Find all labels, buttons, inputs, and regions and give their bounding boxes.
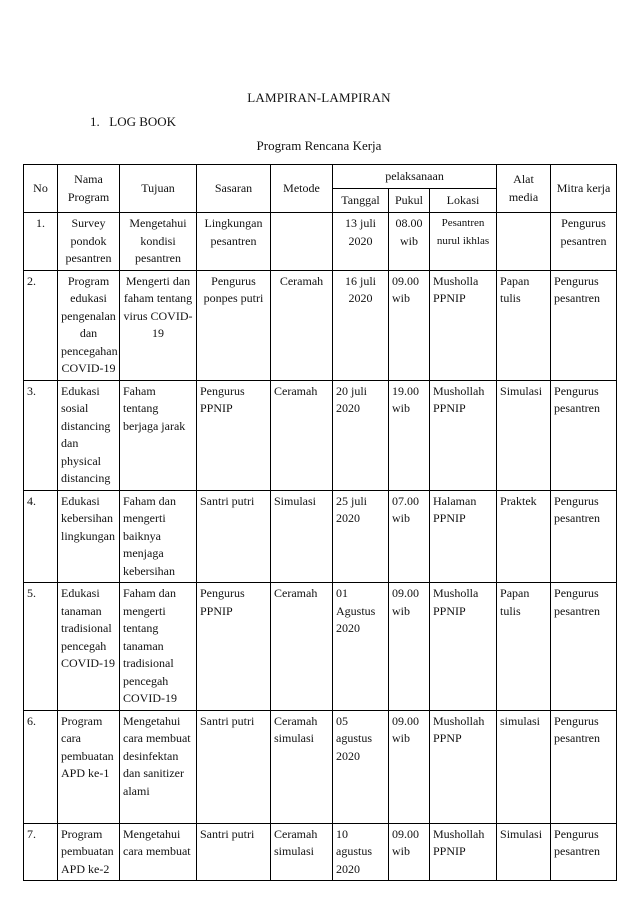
header-sasaran: Sasaran (197, 165, 271, 213)
cell-lokasi: Mushollah PPNIP (430, 380, 497, 490)
cell-lokasi: Mushollah PPNP (430, 710, 497, 823)
cell-pukul: 09.00 wib (389, 583, 430, 711)
cell-alat: Papan tulis (497, 583, 551, 711)
cell-sasaran: Pengurus PPNIP (197, 380, 271, 490)
section-title (90, 114, 176, 130)
cell-tujuan: Faham tentang berjaga jarak (120, 380, 197, 490)
cell-program: Survey pondok pesantren (58, 213, 120, 271)
cell-mitra: Pengurus pesantren (551, 270, 617, 380)
cell-pukul: 07.00 wib (389, 490, 430, 583)
cell-lokasi: Pesantren nurul ikhlas (430, 213, 497, 271)
header-pukul: Pukul (389, 189, 430, 213)
cell-no: 1. (24, 213, 58, 271)
cell-mitra: Pengurus pesantren (551, 710, 617, 823)
cell-tujuan: Mengerti dan faham tentang virus COVID-19 (120, 270, 197, 380)
cell-pukul: 09.00 wib (389, 270, 430, 380)
log-book-table (23, 164, 617, 881)
cell-sasaran: Pengurus PPNIP (197, 583, 271, 711)
cell-no: 2. (24, 270, 58, 380)
cell-pukul: 09.00 wib (389, 710, 430, 823)
cell-metode: Ceramah simulasi (271, 710, 333, 823)
table-row (24, 583, 617, 711)
cell-sasaran: Santri putri (197, 823, 271, 881)
cell-alat: Papan tulis (497, 270, 551, 380)
cell-alat: Simulasi (497, 823, 551, 881)
cell-tanggal: 10 agustus 2020 (333, 823, 389, 881)
cell-alat (497, 213, 551, 271)
cell-program: Edukasi tanaman tradisional pencegah COVID-19 (58, 583, 120, 711)
header-tanggal: Tanggal (333, 189, 389, 213)
cell-sasaran: Lingkungan pesantren (197, 213, 271, 271)
header-lokasi: Lokasi (430, 189, 497, 213)
cell-mitra: Pengurus pesantren (551, 583, 617, 711)
table-row (24, 490, 617, 583)
table-row (24, 380, 617, 490)
cell-no: 7. (24, 823, 58, 881)
cell-lokasi: Musholla PPNIP (430, 270, 497, 380)
cell-metode: Ceramah simulasi (271, 823, 333, 881)
cell-program: Program edukasi pengenalan dan pencegahan COVID-19 (58, 270, 120, 380)
cell-alat: Praktek (497, 490, 551, 583)
cell-mitra: Pengurus pesantren (551, 823, 617, 881)
cell-tujuan: Faham dan mengerti tentang tanaman tradisional pencegah COVID-19 (120, 583, 197, 711)
cell-tujuan: Mengetahui cara membuat desinfektan dan sanitizer alami (120, 710, 197, 823)
table-caption: Program Rencana Kerja (256, 138, 382, 153)
cell-tanggal: 01 Agustus 2020 (333, 583, 389, 711)
cell-mitra: Pengurus pesantren (551, 380, 617, 490)
section-label: LOG BOOK (109, 114, 177, 129)
table-row (24, 823, 617, 881)
cell-pukul: 09.00 wib (389, 823, 430, 881)
page-heading: LAMPIRAN-LAMPIRAN (247, 90, 391, 105)
header-mitra-kerja: Mitra kerja (551, 165, 617, 213)
cell-metode: Ceramah (271, 380, 333, 490)
cell-program: Program cara pembuatan APD ke-1 (58, 710, 120, 823)
cell-metode: Ceramah (271, 583, 333, 711)
cell-pukul: 19.00 wib (389, 380, 430, 490)
cell-tanggal: 05 agustus 2020 (333, 710, 389, 823)
cell-program: Edukasi kebersihan lingkungan (58, 490, 120, 583)
header-no: No (24, 165, 58, 213)
cell-tanggal: 25 juli 2020 (333, 490, 389, 583)
cell-alat: Simulasi (497, 380, 551, 490)
cell-tujuan: Faham dan mengerti baiknya menjaga kebersihan (120, 490, 197, 583)
cell-tujuan: Mengetahui kondisi pesantren (120, 213, 197, 271)
cell-sasaran: Pengurus ponpes putri (197, 270, 271, 380)
cell-mitra: Pengurus pesantren (551, 213, 617, 271)
cell-sasaran: Santri putri (197, 490, 271, 583)
table-row (24, 710, 617, 823)
cell-program: Edukasi sosial distancing dan physical distancing (58, 380, 120, 490)
cell-lokasi: Halaman PPNIP (430, 490, 497, 583)
cell-alat: simulasi (497, 710, 551, 823)
cell-metode: Ceramah (271, 270, 333, 380)
cell-no: 4. (24, 490, 58, 583)
table-row (24, 213, 617, 271)
cell-lokasi: Musholla PPNIP (430, 583, 497, 711)
header-metode: Metode (271, 165, 333, 213)
cell-pukul: 08.00 wib (389, 213, 430, 271)
cell-sasaran: Santri putri (197, 710, 271, 823)
header-pelaksanaan: pelaksanaan (333, 165, 497, 189)
cell-tanggal: 20 juli 2020 (333, 380, 389, 490)
section-number: 1. (90, 114, 100, 129)
cell-tanggal: 16 juli 2020 (333, 270, 389, 380)
table-row (24, 270, 617, 380)
header-alat-media: Alat media (497, 165, 551, 213)
cell-tujuan: Mengetahui cara membuat (120, 823, 197, 881)
cell-tanggal: 13 juli 2020 (333, 213, 389, 271)
cell-no: 3. (24, 380, 58, 490)
header-nama-program: Nama Program (58, 165, 120, 213)
cell-mitra: Pengurus pesantren (551, 490, 617, 583)
header-tujuan: Tujuan (120, 165, 197, 213)
cell-lokasi: Mushollah PPNIP (430, 823, 497, 881)
cell-program: Program pembuatan APD ke-2 (58, 823, 120, 881)
cell-metode: Simulasi (271, 490, 333, 583)
cell-metode (271, 213, 333, 271)
cell-no: 6. (24, 710, 58, 823)
cell-no: 5. (24, 583, 58, 711)
